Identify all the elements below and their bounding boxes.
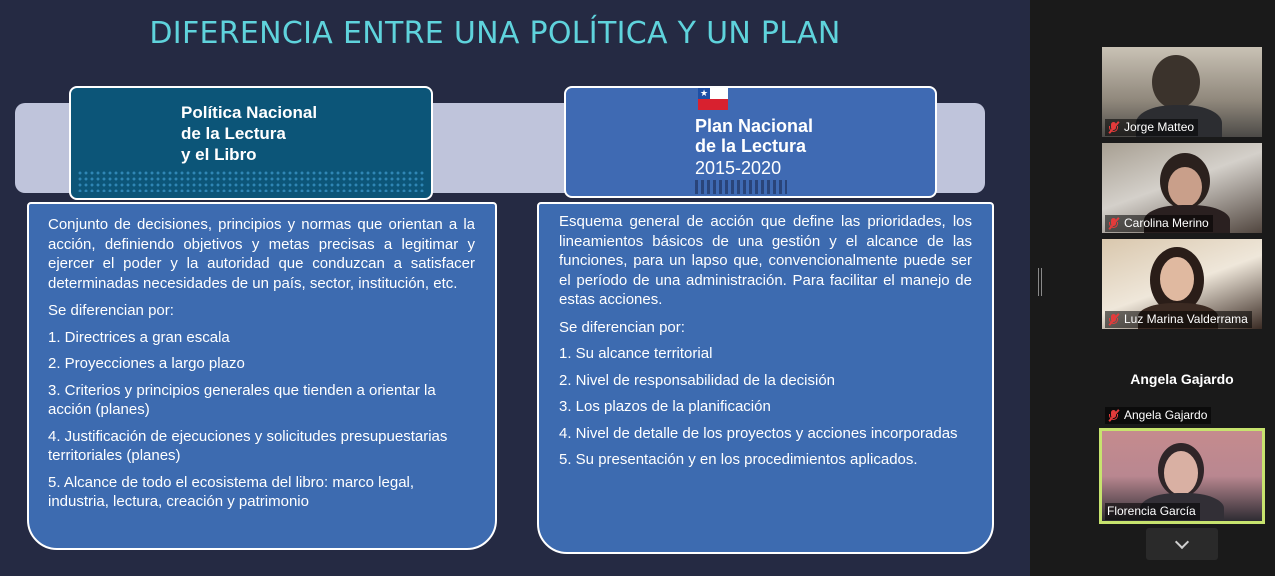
- flag-icon: ★: [698, 88, 728, 110]
- list-item: 2. Proyecciones a largo plazo: [48, 355, 245, 372]
- plan-logo-text: Plan Nacional de la Lectura: [695, 116, 814, 156]
- mute-icon: [1107, 313, 1120, 326]
- participant-tile-angela-gajardo[interactable]: [1102, 335, 1262, 425]
- mute-icon: [1107, 217, 1120, 230]
- plan-logo: [564, 86, 937, 198]
- participant-name-tag: [1105, 503, 1200, 520]
- participant-tile-luz-marina-valderrama[interactable]: [1102, 239, 1262, 329]
- participant-name: Jorge Matteo: [1124, 120, 1195, 134]
- participant-name-tag: [1105, 407, 1211, 424]
- list-item: 1. Directrices a gran escala: [48, 328, 230, 346]
- dot-pattern: [77, 170, 425, 192]
- participant-tile-carolina-merino[interactable]: [1102, 143, 1262, 233]
- readers-silhouette: [695, 180, 787, 194]
- participant-name: Angela Gajardo: [1124, 408, 1208, 422]
- participant-name-tag: [1105, 311, 1252, 328]
- plan-subhead: Se diferencian por:: [559, 318, 685, 336]
- plan-description: Esquema general de acción que define las prioridades, los lineamientos básicos de una gestión y el alcance de las funciones, para un lapso que, convencionalmente puede ser el período de una administración. Para facilitar el manejo de estas acciones.: [559, 213, 972, 308]
- mute-icon: [1107, 409, 1120, 422]
- list-item: 3. Los plazos de la planificación: [559, 398, 771, 415]
- politica-subhead: Se diferencian por:: [48, 302, 174, 319]
- participant-display-name: Angela Gajardo: [1130, 371, 1234, 387]
- participant-name-tag: [1105, 119, 1198, 136]
- list-item: 2. Nivel de responsabilidad de la decisión: [559, 371, 836, 389]
- slide-title: DIFERENCIA ENTRE UNA POLÍTICA Y UN PLAN: [149, 16, 841, 51]
- list-item: 5. Su presentación y en los procedimientos aplicados.: [559, 451, 918, 468]
- list-item: 3. Criterios y principios generales que tienden a orientar la acción (planes): [48, 381, 436, 418]
- list-item: 1. Su alcance territorial: [559, 345, 713, 362]
- chevron-down-icon: [1175, 534, 1189, 548]
- politica-logo: [69, 86, 433, 200]
- participant-tile-jorge-matteo[interactable]: [1102, 47, 1262, 137]
- list-item: 5. Alcance de todo el ecosistema del libro: marco legal, industria, lectura, creación y patrimonio: [48, 473, 415, 510]
- resize-handle[interactable]: [1038, 268, 1042, 296]
- politica-panel: [27, 202, 497, 550]
- participant-tile-florencia-garcia[interactable]: [1099, 428, 1265, 524]
- mute-icon: [1107, 121, 1120, 134]
- participant-name: Luz Marina Valderrama: [1124, 312, 1248, 326]
- politica-description: Conjunto de decisiones, principios y normas que orientan a la acción, definiendo objetivos y metas precisas a legitimar y ejercer el poder y la autoridad que conduzcan a satisfacer determinadas necesidades de un país, sector, institución, etc.: [48, 216, 475, 292]
- plan-panel: [537, 202, 994, 554]
- participant-name: Carolina Merino: [1124, 216, 1209, 230]
- participant-name: Florencia García: [1107, 504, 1196, 518]
- politica-logo-text: Política Nacional de la Lectura y el Libro: [181, 103, 318, 164]
- plan-logo-years: 2015-2020: [695, 158, 782, 178]
- list-item: 4. Justificación de ejecuciones y solicitudes presupuestarias territoriales (planes): [48, 427, 448, 464]
- list-item: 4. Nivel de detalle de los proyectos y acciones incorporadas: [559, 424, 958, 442]
- scroll-down-button[interactable]: [1146, 528, 1218, 560]
- participant-name-tag: [1105, 215, 1213, 232]
